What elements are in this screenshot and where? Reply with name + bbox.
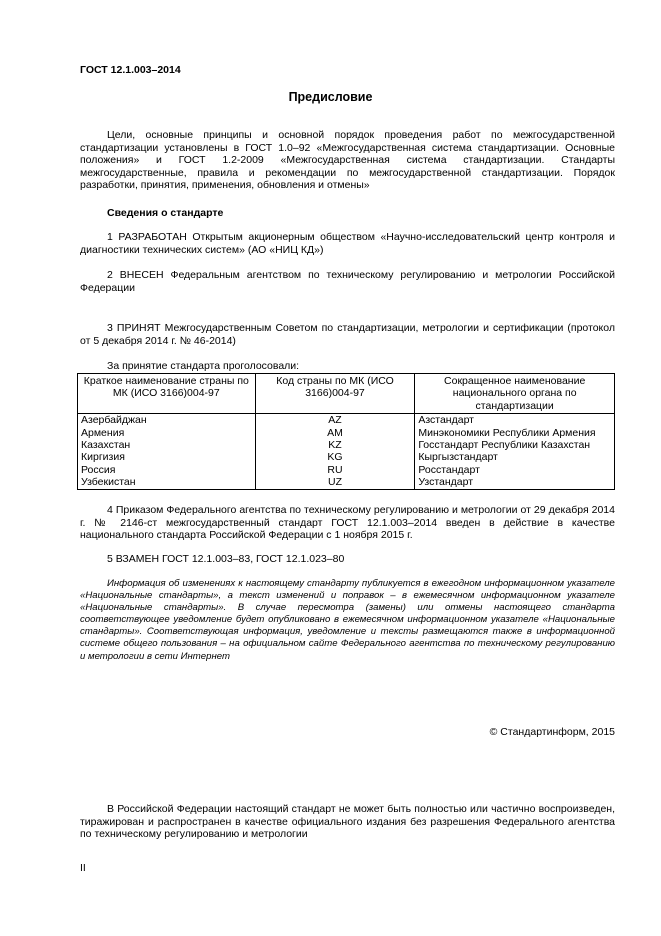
- country-cell: Узбекистан: [78, 476, 256, 489]
- item-3-adopted: 3 ПРИНЯТ Межгосударственным Советом по стандартизации, метрологии и сертификации (протокол от 5 декабря 2014 г. № 46-2014): [80, 322, 615, 347]
- code-cell: RU: [255, 464, 415, 476]
- country-cell: Азербайджан: [78, 414, 256, 427]
- item-4-order: 4 Приказом Федерального агентства по техническому регулированию и метрологии от 29 декабря 2014 г. № 2146-ст межгосударственный стандарт ГОСТ 12.1.003–2014 введен в действие в качестве национального стандарта Российской Федерации с 1 ноября 2015 г.: [80, 504, 615, 542]
- body-cell: Кыргызстандарт: [415, 451, 615, 463]
- country-cell: Киргизия: [78, 451, 256, 463]
- table-header-row: [78, 374, 615, 414]
- country-cell: Россия: [78, 464, 256, 476]
- item-2-introduced: 2 ВНЕСЕН Федеральным агентством по техническому регулированию и метрологии Российской Федерации: [80, 269, 615, 294]
- country-cell: Армения: [78, 427, 256, 439]
- code-cell: UZ: [255, 476, 415, 489]
- column-header-body: Сокращенное наименование национального органа по стандартизации: [415, 374, 615, 414]
- table-row: [78, 476, 615, 489]
- country-cell: Казахстан: [78, 439, 256, 451]
- page-title: Предисловие: [288, 90, 373, 104]
- section-title: Сведения о стандарте: [107, 207, 224, 219]
- table-row: [78, 427, 615, 439]
- body-cell: Минэкономики Республики Армения: [415, 427, 615, 439]
- body-cell: Росстандарт: [415, 464, 615, 476]
- table-row: [78, 451, 615, 463]
- rights-paragraph: В Российской Федерации настоящий стандарт не может быть полностью или частично воспроизведен, тиражирован и распространен в качестве официального издания без разрешения Федерального агентства по техническому регулированию и метрологии: [80, 803, 615, 841]
- item-1-developed: 1 РАЗРАБОТАН Открытым акционерным обществом «Научно-исследовательский центр контроля и диагностики технических систем» (АО «НИЦ КД»): [80, 231, 615, 256]
- copyright-note: © Стандартинформ, 2015: [489, 726, 615, 738]
- code-cell: KG: [255, 451, 415, 463]
- table-row: [78, 414, 615, 427]
- body-cell: Узстандарт: [415, 476, 615, 489]
- intro-paragraph: Цели, основные принципы и основной порядок проведения работ по межгосударственной стандартизации установлены в ГОСТ 1.0–92 «Межгосударственная система стандартизации. Основные положения» и ГОСТ 1.2-2009 «Межгосударственная система стандартизации. Стандарты межгосударственные, правила и рекомендации по межгосударственной стандартизации. Порядок разработки, принятия, применения, обновления и отмены»: [80, 129, 615, 192]
- page-number: II: [80, 862, 86, 874]
- document-code: ГОСТ 12.1.003–2014: [80, 64, 181, 76]
- column-header-code: Код страны по МК (ИСО 3166)004-97: [255, 374, 415, 414]
- code-cell: KZ: [255, 439, 415, 451]
- item-5-replaces: 5 ВЗАМЕН ГОСТ 12.1.003–83, ГОСТ 12.1.023–80: [107, 553, 345, 565]
- body-cell: Азстандарт: [415, 414, 615, 427]
- table-row: [78, 464, 615, 476]
- code-cell: AM: [255, 427, 415, 439]
- voting-table: [77, 373, 615, 490]
- table-row: [78, 439, 615, 451]
- body-cell: Госстандарт Республики Казахстан: [415, 439, 615, 451]
- changes-notice: Информация об изменениях к настоящему стандарту публикуется в ежегодном информационном указателе «Национальные стандарты», а текст изменений и поправок – в ежемесячном информационном указателе «Национальные стандарты». В случае пересмотра (замены) или отмены настоящего стандарта соответствующее уведомление будет опубликовано в ежемесячном информационном указателе «Национальные стандарты». Соответствующая информация, уведомление и тексты размещаются также в информационной системе общего пользования – на официальном сайте Федерального агентства по техническому регулированию и метрологии в сети Интернет: [80, 578, 615, 662]
- column-header-country: Краткое наименование страны по МК (ИСО 3166)004-97: [78, 374, 256, 414]
- vote-caption: За принятие стандарта проголосовали:: [107, 360, 300, 372]
- code-cell: AZ: [255, 414, 415, 427]
